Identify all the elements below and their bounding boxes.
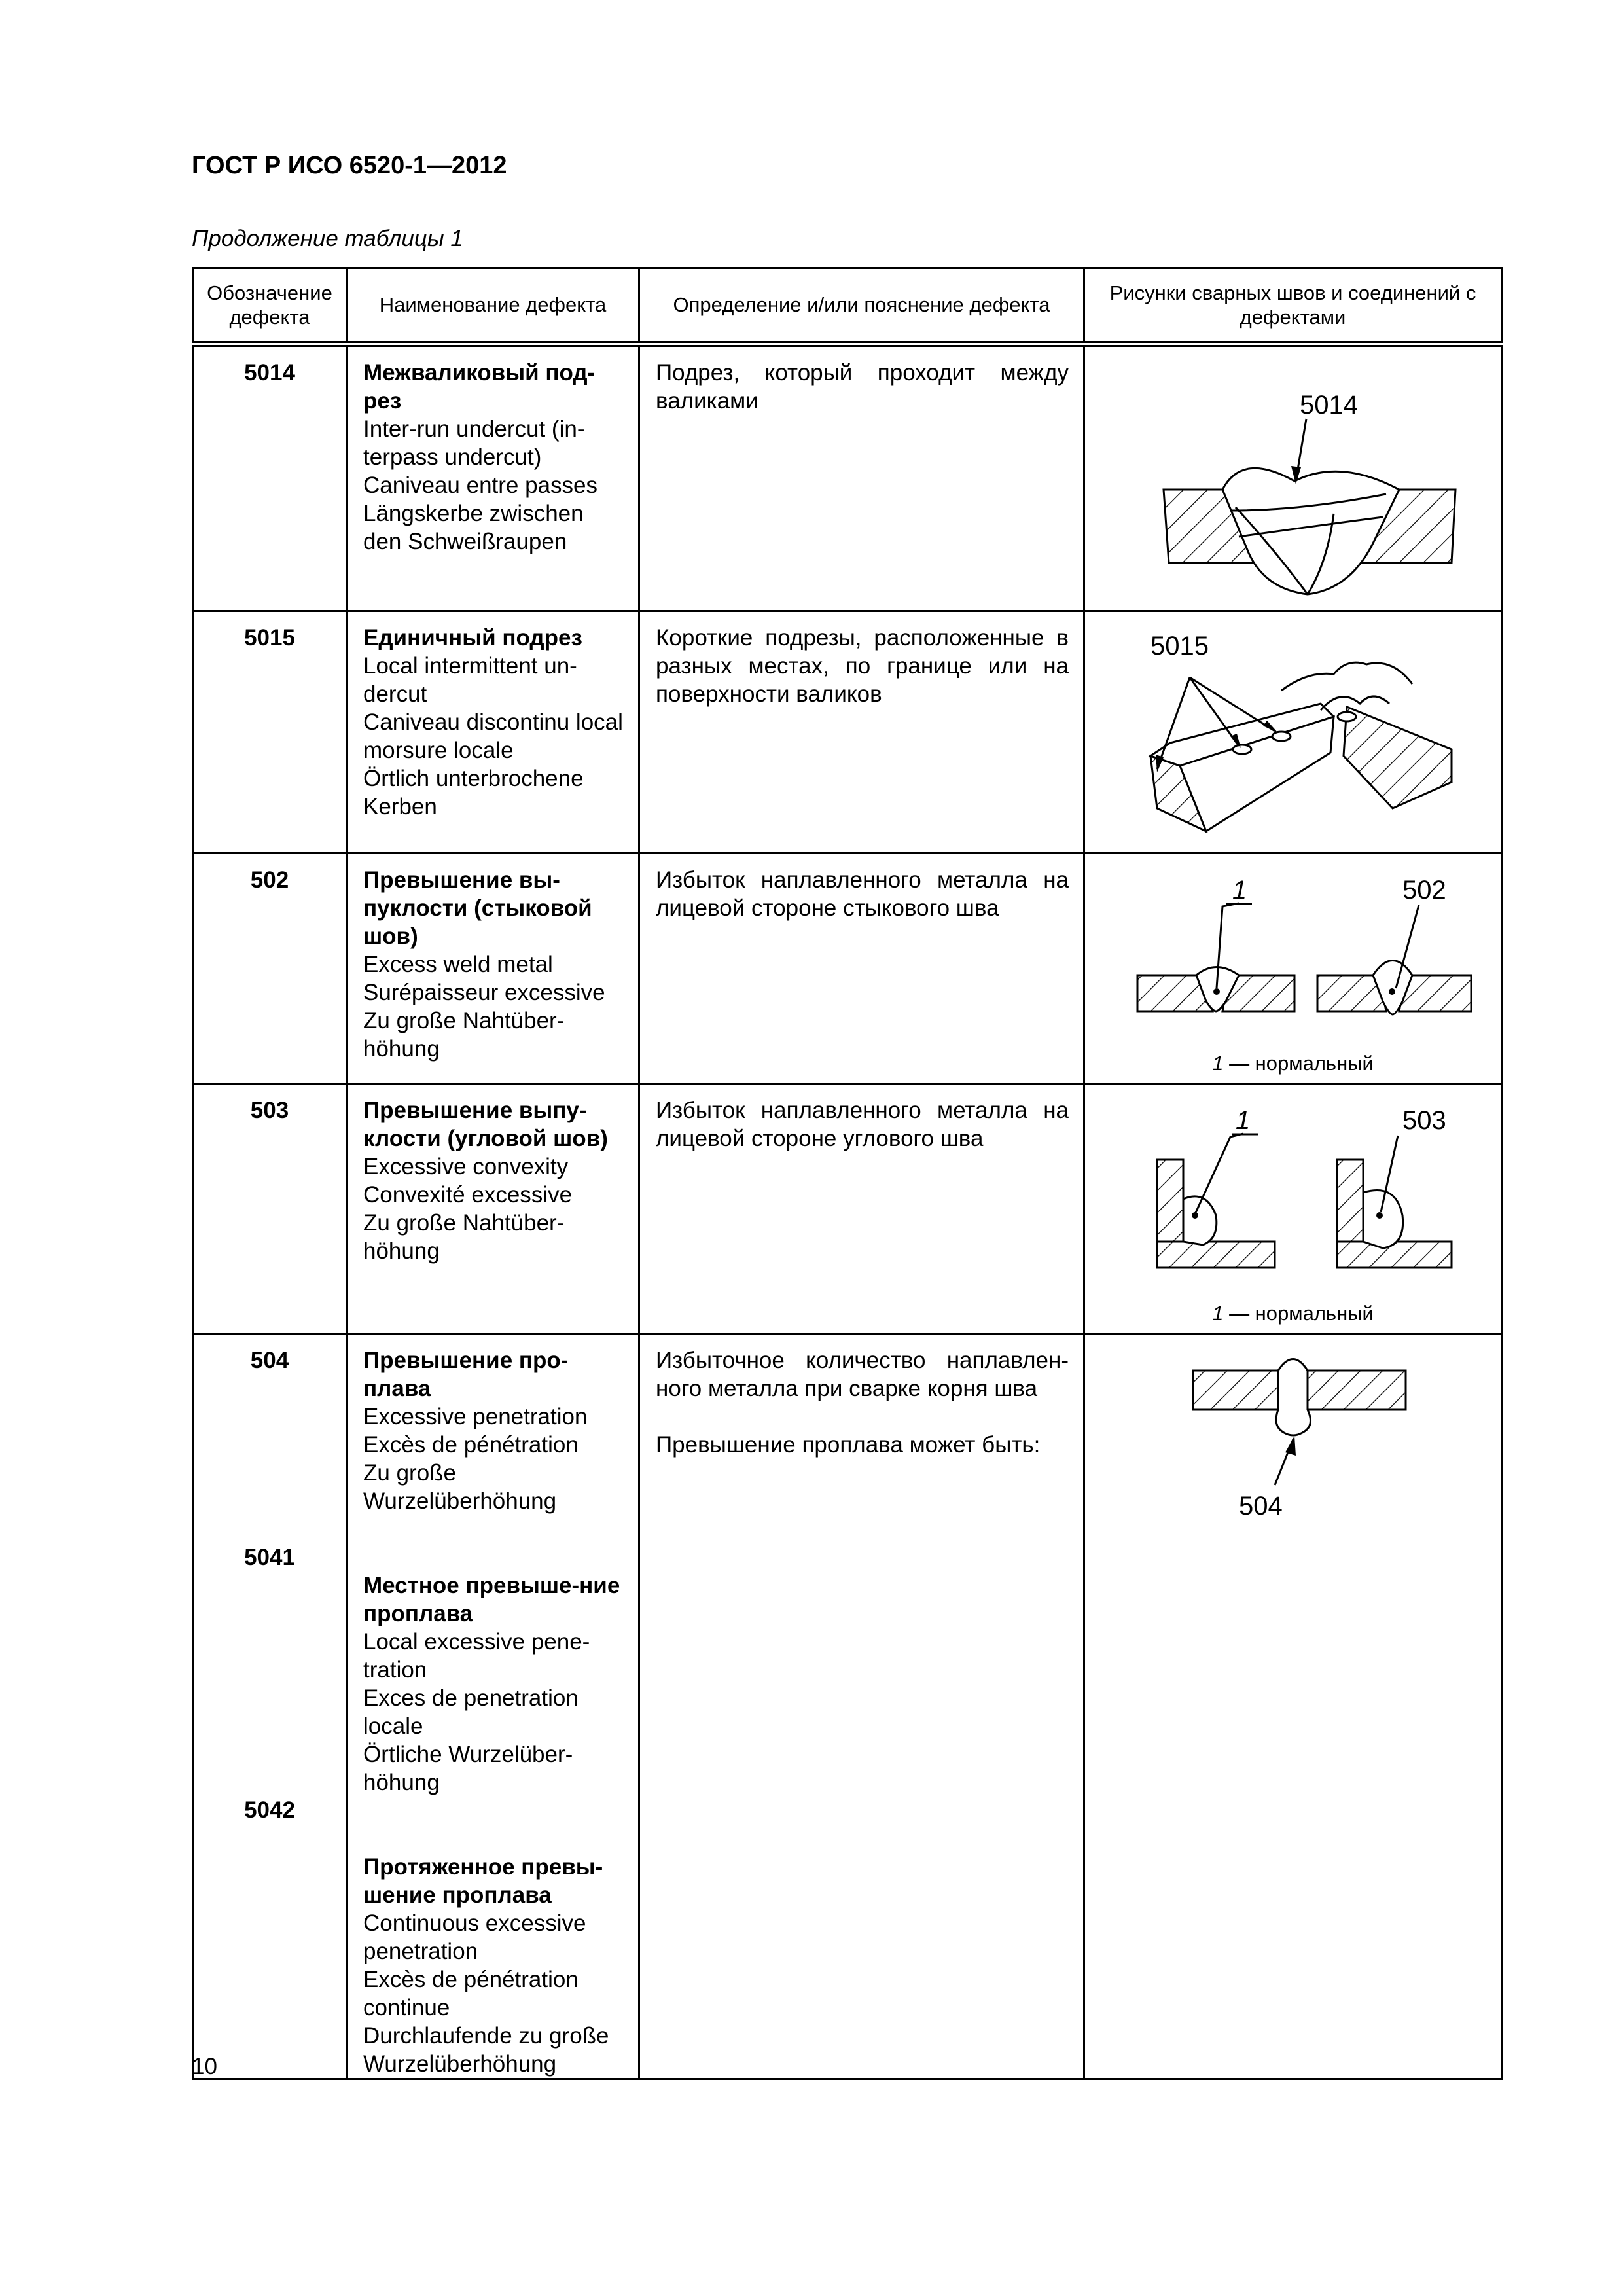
defects-table	[192, 267, 1503, 2080]
defect-code: 5042	[244, 1797, 295, 1823]
figure-label: 5014	[1300, 391, 1358, 420]
defect-name-de: Zu große Nahtüber-höhung	[363, 1008, 565, 1062]
defect-name-de: Längskerbe zwischen den Schweißraupen	[363, 501, 584, 554]
weld-figure-502	[1085, 854, 1503, 1085]
defect-code: 503	[250, 1098, 289, 1123]
table-row	[193, 344, 1502, 611]
defect-definition: Короткие подрезы, расположенные в разных местах, по границе или на поверхности валиков	[656, 625, 1069, 707]
figure-label: 504	[1239, 1492, 1283, 1520]
defect-name-fr: Convexité excessive	[363, 1182, 573, 1208]
defect-name-de: Zu große Nahtüber-höhung	[363, 1210, 565, 1264]
defect-name-en: Local excessive pene-tration	[363, 1629, 590, 1683]
table-row	[193, 1084, 1502, 1334]
defect-code: 5015	[244, 625, 295, 651]
defect-definition: Подрез, который проходит между валиками	[656, 360, 1069, 414]
defect-name-ru: Межваликовый под-рез	[363, 360, 596, 414]
defect-name-fr: Excès de pénétration	[363, 1432, 579, 1458]
defect-name-fr: Surépaisseur excessive	[363, 980, 605, 1005]
table-row	[193, 853, 1502, 1084]
weld-figure-504	[1085, 1335, 1503, 1531]
col-header-code: Обозначение дефекта	[193, 268, 347, 344]
weld-figure-503	[1085, 1085, 1503, 1335]
defect-name-fr: Caniveau entre passes	[363, 473, 597, 498]
defect-definition: Избыток наплавленного металла на лицевой стороне стыкового шва	[656, 867, 1069, 921]
defect-name-ru: Местное превыше-ние проплава	[363, 1573, 620, 1626]
defect-name-de: Zu große Wurzelüberhöhung	[363, 1460, 557, 1514]
defect-code: 502	[250, 867, 289, 893]
defect-name-en: Excessive penetration	[363, 1404, 588, 1429]
defect-name-en: Excess weld metal	[363, 952, 553, 977]
figure-marker: 1	[1232, 876, 1247, 905]
defect-name-fr: Caniveau discontinu local morsure locale	[363, 709, 623, 763]
table-row	[193, 1334, 1502, 2079]
figure-caption: 1 — нормальный	[1212, 1052, 1374, 1075]
defect-name-en: Excessive convexity	[363, 1154, 569, 1179]
figure-cell	[1084, 853, 1502, 1084]
defect-definition-note: Превышение проплава может быть:	[656, 1432, 1041, 1458]
defect-name-ru: Единичный подрез	[363, 625, 582, 651]
table-header-row	[193, 268, 1502, 344]
col-header-name: Наименование дефекта	[347, 268, 639, 344]
defect-name-ru: Превышение вы-пуклости (стыковой шов)	[363, 867, 592, 949]
defect-name-en: Inter-run undercut (in-terpass undercut)	[363, 416, 585, 470]
defect-name-fr: Exces de penetration locale	[363, 1685, 579, 1739]
table-row	[193, 611, 1502, 853]
figure-caption: 1 — нормальный	[1212, 1302, 1374, 1325]
figure-marker: 1	[1236, 1106, 1251, 1135]
defect-code: 504	[250, 1348, 289, 1373]
defect-name-de: Durchlaufende zu große Wurzelüberhöhung	[363, 2023, 609, 2077]
table-continuation-caption: Продолжение таблицы 1	[192, 226, 463, 251]
figure-cell	[1084, 1334, 1502, 2079]
defect-definition: Избыточное количество наплавлен-ного металла при сварке корня шва	[656, 1348, 1069, 1401]
col-header-figure: Рисунки сварных швов и соединений с дефектами	[1084, 268, 1502, 344]
figure-label: 503	[1402, 1106, 1446, 1135]
figure-label: 502	[1402, 876, 1446, 905]
defect-name-en: Continuous excessive penetration	[363, 1910, 586, 1964]
figure-label: 5015	[1150, 632, 1209, 660]
figure-cell	[1084, 1084, 1502, 1334]
defect-name-ru: Превышение выпу-клости (угловой шов)	[363, 1098, 608, 1151]
defect-name-ru: Превышение про-плава	[363, 1348, 569, 1401]
defect-name-en: Local intermittent un-dercut	[363, 653, 577, 707]
weld-figure-5014	[1085, 347, 1503, 614]
figure-cell	[1084, 611, 1502, 853]
defect-code: 5014	[244, 360, 295, 386]
figure-cell	[1084, 344, 1502, 611]
weld-figure-5015	[1085, 612, 1503, 854]
defect-definition: Избыток наплавленного металла на лицевой стороне углового шва	[656, 1098, 1069, 1151]
defect-name-de: Örtliche Wurzelüber-höhung	[363, 1742, 573, 1795]
defect-name-de: Örtlich unterbrochene Kerben	[363, 766, 584, 819]
col-header-definition: Определение и/или пояснение дефекта	[639, 268, 1084, 344]
defect-name-ru: Протяженное превы-шение проплава	[363, 1854, 603, 1908]
page-number: 10	[192, 2054, 217, 2079]
document-header: ГОСТ Р ИСО 6520-1—2012	[192, 152, 507, 179]
defect-code: 5041	[244, 1545, 295, 1570]
defect-name-fr: Excès de pénétration continue	[363, 1967, 579, 2020]
